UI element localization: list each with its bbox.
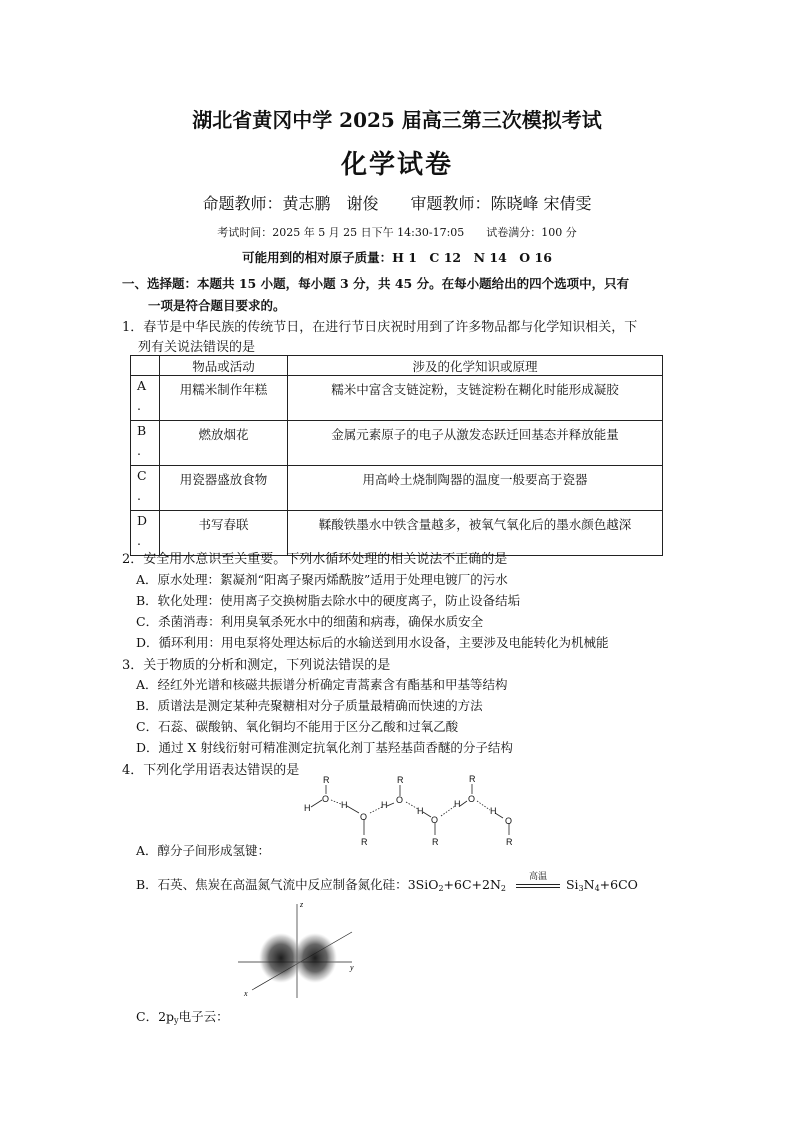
reaction-condition: 高温 <box>528 871 547 882</box>
atom-o: O <box>396 795 404 805</box>
reaction-arrow <box>516 871 560 893</box>
principle-cell: 金属元素原子的电子从激发态跃迁回基态并释放能量 <box>288 421 663 466</box>
axis-label-y: y <box>350 963 354 972</box>
formula-part: 3SiO <box>407 877 439 892</box>
q2-option-c: C．杀菌消毒：利用臭氧杀死水中的细菌和病毒，确保水质安全 <box>136 614 484 629</box>
atom-r: R <box>432 837 439 847</box>
option-c-subscript: y <box>174 1016 179 1025</box>
formula-part: +6C+2N <box>443 877 501 892</box>
principle-cell: 糯米中富含支链淀粉，支链淀粉在糊化时能形成凝胶 <box>288 376 663 421</box>
formula-subscript: 4 <box>594 884 600 893</box>
formula-part: Si <box>565 877 579 892</box>
principle-cell: 鞣酸铁墨水中铁含量越多，被氧气氧化后的墨水颜色越深 <box>288 511 663 556</box>
q2-stem: 2．安全用水意识至关重要。下列水循环处理的相关说法不正确的是 <box>122 552 508 567</box>
atom-h: H <box>490 806 497 816</box>
table-header-row <box>131 356 663 376</box>
formula-part: +6CO <box>599 877 638 892</box>
item-cell: 书写春联 <box>160 511 288 556</box>
q4-option-b <box>136 871 638 893</box>
q4-stem: 4．下列化学用语表达错误的是 <box>122 763 300 778</box>
atom-o: O <box>322 794 330 804</box>
subject-title: 化学试卷 <box>340 150 453 180</box>
formula-subscript: 2 <box>500 884 506 893</box>
item-cell: 燃放烟花 <box>160 421 288 466</box>
q4-option-c <box>136 1007 229 1025</box>
table-row <box>131 376 663 421</box>
q4-option-a: A．醇分子间形成氢键： <box>136 843 271 858</box>
orbital-lobe-right <box>293 933 337 983</box>
q4-option-b-text: B．石英、焦炭在高温氮气流中反应制备氮化硅： <box>136 877 408 892</box>
atom-o: O <box>468 794 476 804</box>
q3-option-d: D．通过 X 射线衍射可精准测定抗氧化剂丁基羟基茴香醚的分子结构 <box>136 740 513 755</box>
q3-stem: 3．关于物质的分析和测定，下列说法错误的是 <box>122 658 391 673</box>
atom-h: H <box>454 799 461 809</box>
table-header-item: 物品或活动 <box>160 356 288 376</box>
table-row <box>131 466 663 511</box>
axis-label-z: z <box>300 900 304 909</box>
table-header-principle: 涉及的化学知识或原理 <box>288 356 663 376</box>
option-cell: C . <box>131 466 160 511</box>
q1-stem-line2: 列有关说法错误的是 <box>138 340 256 355</box>
q2-option-d: D．循环利用：用电泵将处理达标后的水输送到用水设备，主要涉及电能转化为机械能 <box>136 635 609 650</box>
option-letter: C <box>137 468 147 483</box>
formula-subscript: 3 <box>578 884 584 893</box>
q3-option-a: A．经红外光谱和核磁共振谱分析确定青蒿素含有酯基和甲基等结构 <box>136 677 508 692</box>
principle-cell: 用高岭土烧制陶器的温度一般要高于瓷器 <box>288 466 663 511</box>
teachers-line: 命题教师：黄志鹏 谢俊 审题教师：陈晓峰 宋倩雯 <box>202 194 592 213</box>
atom-h: H <box>341 800 348 810</box>
atom-r: R <box>361 837 368 847</box>
table-header-blank <box>131 356 160 376</box>
q2-option-b: B．软化处理：使用离子交换树脂去除水中的硬度离子，防止设备结垢 <box>136 593 521 608</box>
q3-option-c: C．石蕊、碳酸钠、氧化铜均不能用于区分乙酸和过氧乙酸 <box>136 719 459 734</box>
atom-h: H <box>381 800 388 810</box>
atom-o: O <box>505 816 513 826</box>
electron-cloud-figure <box>228 898 368 1008</box>
formula-subscript: 2 <box>438 884 444 893</box>
hydrogen-bond-diagram <box>290 775 530 855</box>
atom-h: H <box>304 803 311 813</box>
q2-option-a: A．原水处理：絮凝剂“阳离子聚丙烯酰胺”适用于处理电镀厂的污水 <box>136 572 508 587</box>
option-letter: A <box>137 378 147 393</box>
option-letter: D <box>137 513 148 528</box>
atom-r: R <box>323 775 330 785</box>
q3-option-b: B．质谱法是测定某种壳聚糖相对分子质量最精确而快速的方法 <box>136 698 483 713</box>
atom-o: O <box>360 812 368 822</box>
equation-rhs <box>566 877 638 892</box>
atom-r: R <box>506 837 513 847</box>
option-c-prefix: C．2p <box>136 1009 175 1024</box>
item-cell: 用瓷器盛放食物 <box>160 466 288 511</box>
item-cell: 用糯米制作年糕 <box>160 376 288 421</box>
formula-part: N <box>583 877 595 892</box>
school-title: 湖北省黄冈中学 2025 届高三第三次模拟考试 <box>192 108 602 132</box>
table-row <box>131 421 663 466</box>
atomic-masses: 可能用到的相对原子质量：H 1 C 12 N 14 O 16 <box>242 250 552 265</box>
section-line-2: 一项是符合题目要求的。 <box>148 298 286 313</box>
option-cell: A . <box>131 376 160 421</box>
option-cell: D . <box>131 511 160 556</box>
section-heading <box>122 273 682 317</box>
atom-r: R <box>397 775 404 785</box>
option-letter: B <box>137 423 147 438</box>
section-line-1: 一、选择题：本题共 15 小题，每小题 3 分，共 45 分。在每小题给出的四个选项中，只有 <box>122 276 630 291</box>
q1-table <box>130 355 663 556</box>
option-cell: B . <box>131 421 160 466</box>
atom-r: R <box>469 775 476 784</box>
equation-lhs <box>408 877 506 892</box>
atom-h: H <box>417 806 424 816</box>
atom-o: O <box>431 815 439 825</box>
option-c-suffix: 电子云： <box>178 1009 229 1024</box>
exam-time: 考试时间：2025 年 5 月 25 日下午 14:30-17:05 试卷满分：100 分 <box>217 226 577 239</box>
axis-label-x: x <box>244 989 248 998</box>
q1-stem-line1: 1．春节是中华民族的传统节日，在进行节日庆祝时用到了许多物品都与化学知识相关，下 <box>122 320 638 335</box>
